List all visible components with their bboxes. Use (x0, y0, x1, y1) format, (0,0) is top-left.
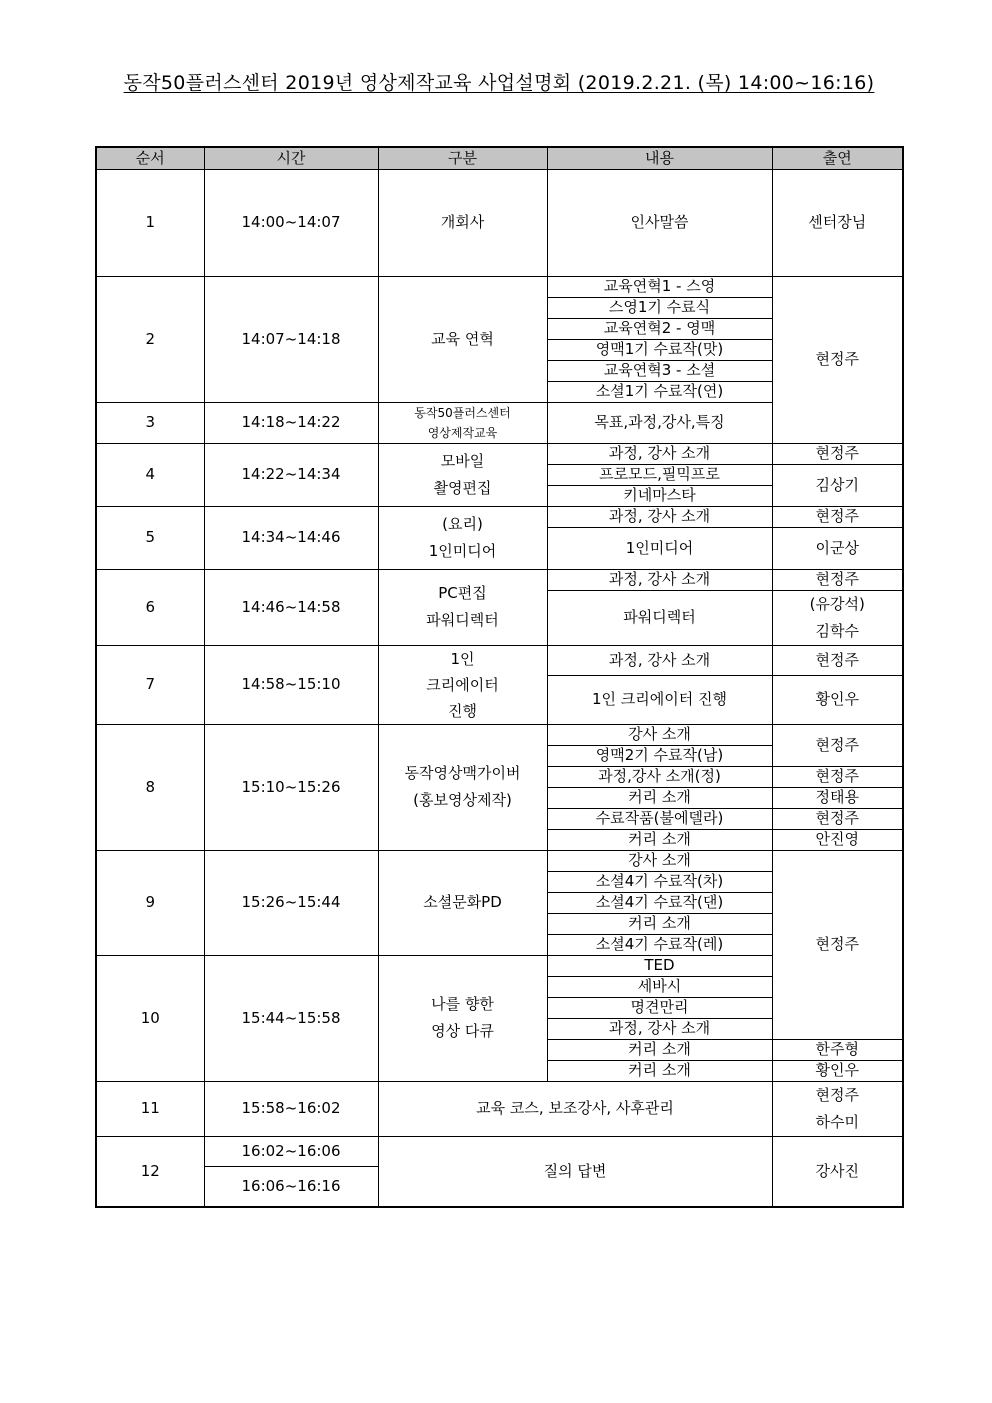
category-line: 1인 (450, 649, 475, 668)
presenter-cell: 현정주 (772, 645, 903, 676)
presenter-cell: 안진영 (772, 829, 903, 850)
table-row (96, 1136, 903, 1166)
content-cell: 과정, 강사 소개 (547, 506, 772, 527)
presenter-cell: 강사진 (772, 1136, 903, 1207)
category-line: 파워디렉터 (426, 611, 499, 629)
time-cell: 15:44~15:58 (204, 955, 378, 1081)
presenter-cell: 김상기 (772, 464, 903, 506)
table-row (96, 724, 903, 745)
order-cell: 9 (96, 850, 204, 955)
presenter-cell: 현정주 (772, 808, 903, 829)
time-cell: 14:46~14:58 (204, 569, 378, 645)
presenter-cell: 현정주 (772, 569, 903, 590)
presenter-cell: 현정주 (772, 724, 903, 766)
content-cell: 소셜4기 수료작(댄) (547, 892, 772, 913)
order-cell: 6 (96, 569, 204, 645)
schedule-table (95, 146, 904, 1208)
presenter-cell: 황인우 (772, 1060, 903, 1081)
category-cell (378, 506, 547, 569)
presenter-cell: 현정주 (772, 766, 903, 787)
time-cell: 14:00~14:07 (204, 169, 378, 276)
table-row (96, 169, 903, 276)
content-cell: 커리 소개 (547, 787, 772, 808)
header-content: 내용 (547, 147, 772, 169)
category-line: (요리) (442, 514, 483, 533)
content-cell: 과정, 강사 소개 (547, 569, 772, 590)
content-cell: 소셜4기 수료작(레) (547, 934, 772, 955)
category-cell (378, 569, 547, 645)
header-time: 시간 (204, 147, 378, 169)
table-row (96, 276, 903, 297)
content-cell: 커리 소개 (547, 829, 772, 850)
content-cell: 1인 크리에이터 진행 (547, 676, 772, 724)
header-order: 순서 (96, 147, 204, 169)
content-cell: 커리 소개 (547, 913, 772, 934)
content-cell: 과정, 강사 소개 (547, 443, 772, 464)
content-cell: 커리 소개 (547, 1060, 772, 1081)
header-row (96, 147, 903, 169)
category-line: 촬영편집 (433, 478, 492, 497)
category-cell (378, 955, 547, 1081)
content-cell: 소셜1기 수료작(연) (547, 381, 772, 402)
category-cell (378, 645, 547, 724)
presenter-cell (772, 590, 903, 645)
time-cell: 14:34~14:46 (204, 506, 378, 569)
content-cell: 과정,강사 소개(정) (547, 766, 772, 787)
category-line: 크리에이터 (426, 675, 499, 694)
category-line: 나를 향한 (431, 995, 494, 1013)
content-cell: 수료작품(불에델라) (547, 808, 772, 829)
content-cell: 명견만리 (547, 997, 772, 1018)
presenter-line: 김학수 (815, 621, 859, 640)
category-line: 영상제작교육 (427, 425, 498, 440)
content-cell: 강사 소개 (547, 724, 772, 745)
header-presenter: 출연 (772, 147, 903, 169)
category-cell (378, 443, 547, 506)
order-cell: 7 (96, 645, 204, 724)
table-row (96, 443, 903, 464)
time-cell: 14:58~15:10 (204, 645, 378, 724)
time-cell: 14:07~14:18 (204, 276, 378, 402)
presenter-cell: 현정주 (772, 850, 903, 1039)
category-cell (378, 724, 547, 850)
presenter-cell: 한주형 (772, 1039, 903, 1060)
document-title (95, 68, 903, 95)
order-cell: 2 (96, 276, 204, 402)
content-cell: 영맥2기 수료작(남) (547, 745, 772, 766)
table-row (96, 1081, 903, 1136)
content-cell: 1인미디어 (547, 527, 772, 569)
content-cell: 스영1기 수료식 (547, 297, 772, 318)
order-cell: 4 (96, 443, 204, 506)
category-cell: 질의 답변 (378, 1136, 772, 1207)
category-line: 영상 다큐 (431, 1022, 494, 1040)
category-cell (378, 402, 547, 443)
time-cell: 14:18~14:22 (204, 402, 378, 443)
category-cell: 소셜문화PD (378, 850, 547, 955)
category-line: (홍보영상제작) (413, 791, 512, 809)
content-cell: 인사말씀 (547, 169, 772, 276)
table-row (96, 569, 903, 590)
content-cell: 목표,과정,강사,특징 (547, 402, 772, 443)
category-line: 모바일 (440, 451, 485, 470)
document-title-text: 동작50플러스센터 2019년 영상제작교육 사업설명회 (2019.2.21. (목) 14:00~16:16) (123, 72, 875, 94)
presenter-cell: 이군상 (772, 527, 903, 569)
presenter-cell: 센터장님 (772, 169, 903, 276)
presenter-line: 현정주 (815, 1085, 859, 1104)
order-cell: 3 (96, 402, 204, 443)
content-cell: TED (547, 955, 772, 976)
table-row (96, 850, 903, 871)
category-line: 진행 (448, 701, 477, 720)
category-line: 동작50플러스센터 (414, 405, 511, 420)
table-row (96, 645, 903, 676)
content-cell: 세바시 (547, 976, 772, 997)
presenter-cell: 정태용 (772, 787, 903, 808)
category-cell: 교육 연혁 (378, 276, 547, 402)
time-cell: 16:02~16:06 (204, 1136, 378, 1166)
category-line: 동작영상맥가이버 (404, 764, 521, 782)
order-cell: 1 (96, 169, 204, 276)
content-cell: 과정, 강사 소개 (547, 1018, 772, 1039)
category-line: PC편집 (438, 584, 487, 602)
content-cell: 프로모드,필믹프로 (547, 464, 772, 485)
content-cell: 교육연혁3 - 소셜 (547, 360, 772, 381)
category-cell: 교육 코스, 보조강사, 사후관리 (378, 1081, 772, 1136)
order-cell: 11 (96, 1081, 204, 1136)
presenter-cell: 현정주 (772, 506, 903, 527)
content-cell: 키네마스타 (547, 485, 772, 506)
category-line: 1인미디어 (428, 541, 497, 560)
content-cell: 교육연혁2 - 영맥 (547, 318, 772, 339)
time-cell: 15:26~15:44 (204, 850, 378, 955)
header-category: 구분 (378, 147, 547, 169)
order-cell: 12 (96, 1136, 204, 1207)
presenter-line: (유강석) (809, 594, 865, 613)
time-cell: 16:06~16:16 (204, 1166, 378, 1207)
presenter-cell: 황인우 (772, 676, 903, 724)
category-cell: 개회사 (378, 169, 547, 276)
content-cell: 과정, 강사 소개 (547, 645, 772, 676)
content-cell: 강사 소개 (547, 850, 772, 871)
content-cell: 커리 소개 (547, 1039, 772, 1060)
content-cell: 소셜4기 수료작(차) (547, 871, 772, 892)
time-cell: 14:22~14:34 (204, 443, 378, 506)
time-cell: 15:10~15:26 (204, 724, 378, 850)
time-cell: 15:58~16:02 (204, 1081, 378, 1136)
presenter-cell: 현정주 (772, 276, 903, 443)
content-cell: 교육연혁1 - 스영 (547, 276, 772, 297)
content-cell: 파워디렉터 (547, 590, 772, 645)
presenter-cell (772, 1081, 903, 1136)
table-row (96, 506, 903, 527)
content-cell: 영맥1기 수료작(맛) (547, 339, 772, 360)
presenter-cell: 현정주 (772, 443, 903, 464)
order-cell: 10 (96, 955, 204, 1081)
order-cell: 8 (96, 724, 204, 850)
order-cell: 5 (96, 506, 204, 569)
presenter-line: 하수미 (815, 1112, 859, 1131)
